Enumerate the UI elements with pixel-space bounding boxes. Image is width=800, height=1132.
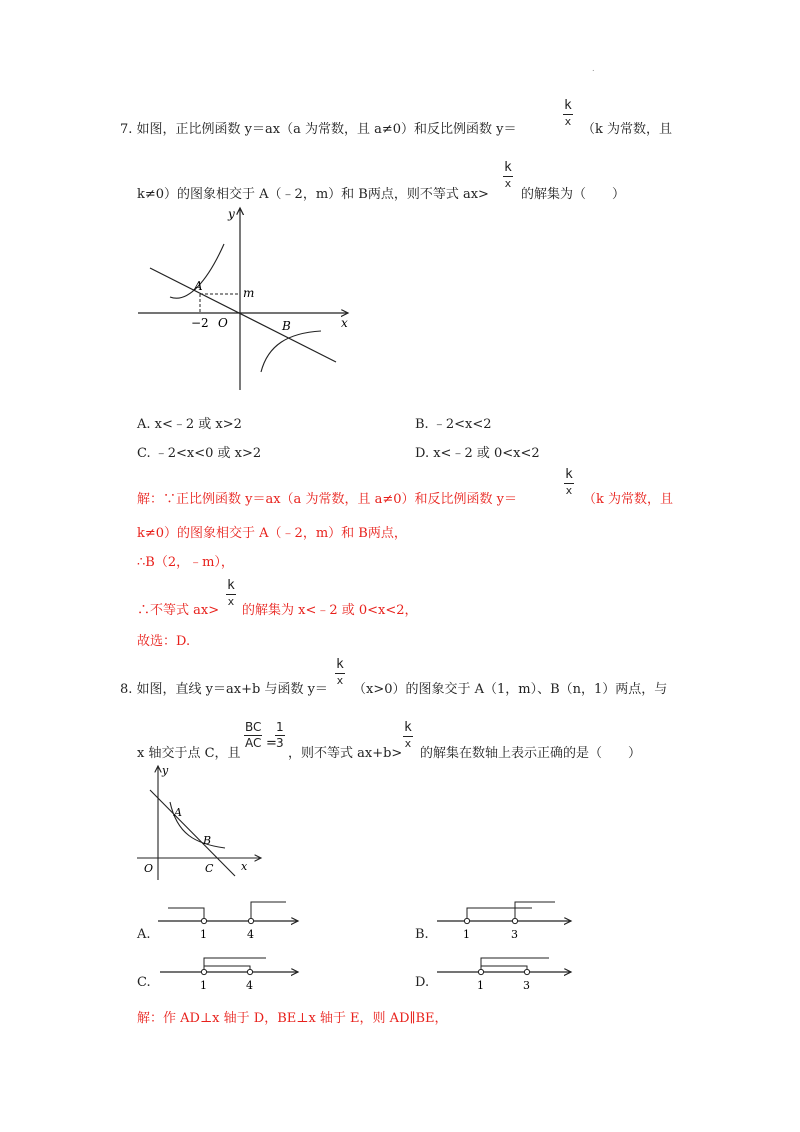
open-point-1: [478, 969, 483, 974]
fraction-denominator: x: [564, 115, 572, 128]
open-point-1: [201, 969, 206, 974]
tick-label-4: 4: [246, 979, 253, 992]
q7-solution-line4-text: ∴不等式 ax>: [137, 603, 220, 618]
q7-solution-line2: k≠0）的图象相交于 A（﹣2，m）和 B两点，: [137, 526, 407, 541]
q7-fraction-k-over-x: [563, 98, 573, 128]
q8-option-b-letter: B.: [415, 927, 429, 942]
q8-line2-tail-text: 的解集在数轴上表示正确的是（ ）: [420, 746, 642, 761]
q8-ratio-value: [275, 720, 285, 750]
q8-ratio-bc-ac: [244, 720, 262, 750]
q7-option-a: A. x<﹣2 或 x>2: [137, 417, 242, 432]
label-B: B: [282, 319, 291, 333]
q8-option-b-numberline: [437, 896, 577, 940]
tick-label-1: 1: [477, 979, 484, 992]
q7-line1-tail-text: （k 为常数，且: [582, 122, 673, 137]
q7-line2-tail-text: 的解集为（ ）: [521, 187, 626, 202]
q8-line2-tail: [420, 742, 641, 761]
ratio-numerator: BC: [245, 720, 262, 734]
ray-right: [251, 902, 286, 921]
ratio-denominator: AC: [245, 736, 262, 750]
fraction-denominator: x: [504, 177, 512, 190]
fraction-denominator: x: [565, 484, 573, 497]
q7-solution-answer: 故选：D.: [137, 634, 191, 649]
q7-option-c: C. ﹣2<x<0 或 x>2: [137, 446, 262, 461]
ratio-value-denominator: 3: [276, 736, 284, 750]
ray-left: [168, 908, 204, 921]
ray-from-1: [204, 958, 266, 972]
open-point-3: [512, 918, 517, 923]
segment-1-3: [481, 966, 527, 972]
q8-fraction-k-over-x: [335, 657, 345, 687]
q8-option-d-numberline: [437, 948, 577, 992]
label-m: m: [243, 286, 255, 300]
q8-option-d-letter: D.: [415, 975, 430, 990]
ratio-value-numerator: 1: [276, 720, 284, 734]
tick-label-3: 3: [511, 928, 518, 940]
label-O: O: [218, 316, 228, 330]
fraction-numerator: k: [564, 98, 572, 113]
q7-option-d: D. x<﹣2 或 0<x<2: [415, 446, 540, 461]
ray-from-1: [481, 958, 549, 972]
label-neg2: −2: [191, 316, 209, 330]
open-point-4: [248, 918, 253, 923]
line-y-ax-plus-b: [150, 790, 235, 876]
q7-option-b: B. ﹣2<x<2: [415, 417, 492, 432]
q8-line2-pre: [137, 742, 241, 761]
tick-label-4: 4: [247, 928, 254, 941]
q7-solution-line1-tail-text: （k 为常数，且: [583, 492, 674, 507]
label-y: y: [228, 207, 235, 221]
segment-upper: [467, 908, 532, 921]
open-point-3: [524, 969, 529, 974]
q7-solution-line1: [137, 488, 517, 507]
q7-solution-line4-tail-text: 的解集为 x<﹣2 或 0<x<2，: [242, 603, 418, 618]
q7-solution-fraction: [564, 467, 574, 497]
q8-line2-mid-text: ，则不等式 ax+b>: [288, 746, 403, 761]
fraction-denominator: x: [227, 595, 235, 608]
q8-line1: [120, 678, 328, 697]
fraction-numerator: k: [565, 467, 573, 482]
fraction-denominator: x: [336, 674, 344, 687]
tick-label-1: 1: [463, 928, 470, 940]
q7-line1-tail: [582, 118, 672, 137]
q7-line1: [120, 118, 517, 137]
page-dot: .: [592, 64, 595, 73]
label-A: A: [194, 279, 203, 293]
tick-label-3: 3: [523, 979, 530, 992]
q7-solution-line4-tail: [242, 599, 418, 618]
q8-option-a-numberline: [158, 898, 306, 942]
label-O: O: [144, 862, 154, 875]
tick-label-1: 1: [200, 979, 207, 992]
q7-fraction2-k-over-x: [503, 160, 513, 190]
hyperbola-right-branch: [261, 331, 321, 372]
q8-option-a-letter: A.: [137, 927, 151, 942]
open-point-1: [464, 918, 469, 923]
q7-solution-fraction2: [226, 578, 236, 608]
q8-option-c-numberline: [160, 948, 305, 992]
fraction-numerator: k: [227, 578, 235, 593]
q8-line1-text: 8. 如图，直线 y＝ax+b 与函数 y＝: [120, 682, 328, 697]
q8-line1-tail-text: （x>0）的图象交于 A（1，m）、B（n，1）两点，与: [353, 682, 668, 697]
open-point-4: [247, 969, 252, 974]
q8-line2-pre-text: x 轴交于点 C，且: [137, 746, 241, 761]
q7-solution-line3: ∴B（2，﹣m），: [137, 555, 234, 570]
tick-label-1: 1: [200, 928, 207, 941]
open-point-1: [201, 918, 206, 923]
q7-line2-text: k≠0）的图象相交于 A（﹣2，m）和 B两点，则不等式 ax>: [137, 187, 489, 202]
fraction-numerator: k: [404, 720, 412, 735]
q7-graph: [138, 200, 358, 395]
q8-line2-mid: [288, 742, 402, 761]
fraction-numerator: k: [504, 160, 512, 175]
q8-graph: [137, 762, 267, 882]
line-y-ax: [150, 268, 336, 362]
fraction-numerator: k: [336, 657, 344, 672]
ray-right: [515, 902, 555, 921]
q8-solution-line1: 解：作 AD⊥x 轴于 D，BE⊥x 轴于 E，则 AD∥BE，: [137, 1011, 448, 1026]
label-A: A: [174, 806, 182, 819]
q8-option-c-letter: C.: [137, 975, 151, 990]
label-x: x: [241, 860, 248, 873]
label-x: x: [341, 316, 348, 330]
label-C: C: [205, 862, 214, 875]
q7-line2-tail: [521, 183, 625, 202]
q7-solution-line1-text: 解：∵正比例函数 y＝ax（a 为常数，且 a≠0）和反比例函数 y＝: [137, 492, 517, 507]
fraction-denominator: x: [404, 737, 412, 750]
q8-line1-tail: [353, 678, 667, 697]
label-y: y: [162, 764, 169, 777]
q8-ratio-equals: =: [266, 736, 277, 751]
q7-line1-text: 7. 如图，正比例函数 y＝ax（a 为常数，且 a≠0）和反比例函数 y＝: [120, 122, 517, 137]
q7-solution-line4: [137, 599, 219, 618]
segment-1-4: [204, 966, 250, 972]
label-B: B: [203, 834, 212, 847]
q8-fraction2-k-over-x: [403, 720, 413, 750]
q7-solution-line1-tail: [583, 488, 673, 507]
